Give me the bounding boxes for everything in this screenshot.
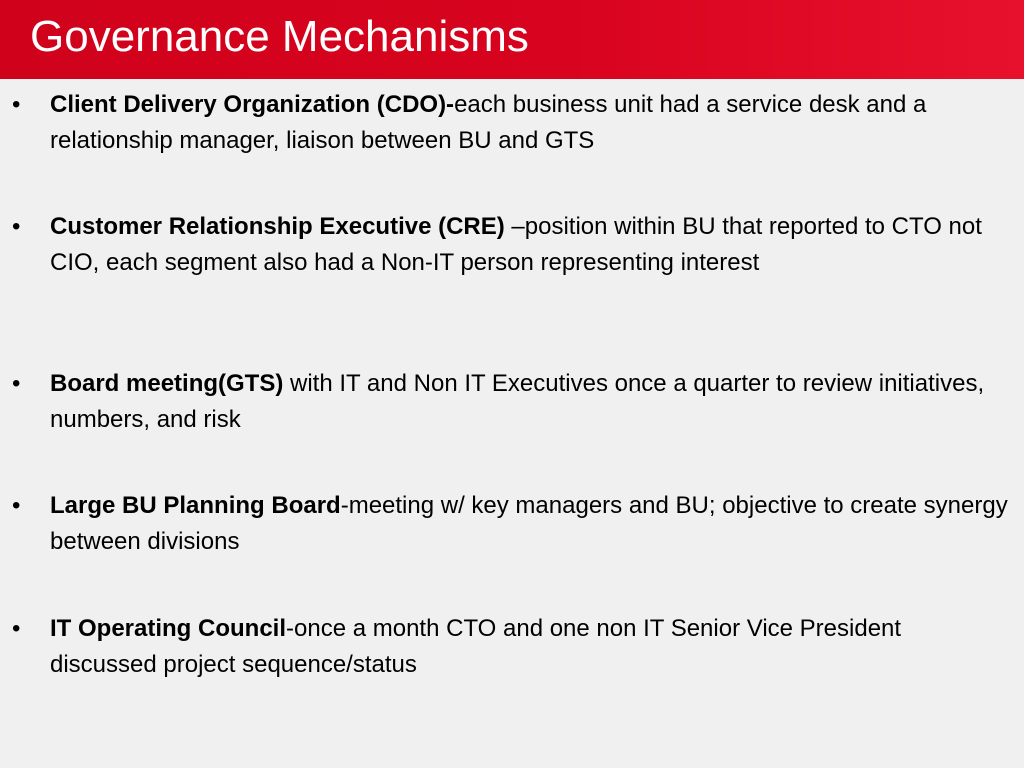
bullet-body: each business unit had a service desk and a relationship manager, liaison between BU and GTS [50,91,927,154]
bullet-text [50,87,1010,159]
bullet-bold-label: Customer Relationship Executive (CRE) [50,213,505,240]
slide-title: Governance Mechanisms [30,12,529,61]
bullet-marker: • [12,213,21,240]
bullet-marker: • [12,615,21,642]
bullet-body: –position within BU that reported to CTO not CIO, each segment also had a Non-IT person representing interest [50,213,982,276]
bullet-body: -once a month CTO and one non IT Senior Vice President discussed project sequence/status [50,615,902,678]
bullet-text [50,611,1010,683]
bullet-bold-label: IT Operating Council [50,615,287,642]
bullet-text [50,209,1010,281]
bullet-body: with IT and Non IT Executives once a quarter to review initiatives, numbers, and risk [50,370,985,433]
bullet-text [50,488,1010,560]
bullet-body: -meeting w/ key managers and BU; objective to create synergy between divisions [50,492,1008,555]
bullet-marker: • [12,91,21,118]
bullet-text [50,366,1010,438]
bullet-marker: • [12,492,21,519]
bullet-bold-label: Client Delivery Organization (CDO)- [50,91,455,118]
bullet-bold-label: Board meeting(GTS) [50,370,284,397]
bullet-bold-label: Large BU Planning Board [50,492,341,519]
bullet-marker: • [12,370,21,397]
